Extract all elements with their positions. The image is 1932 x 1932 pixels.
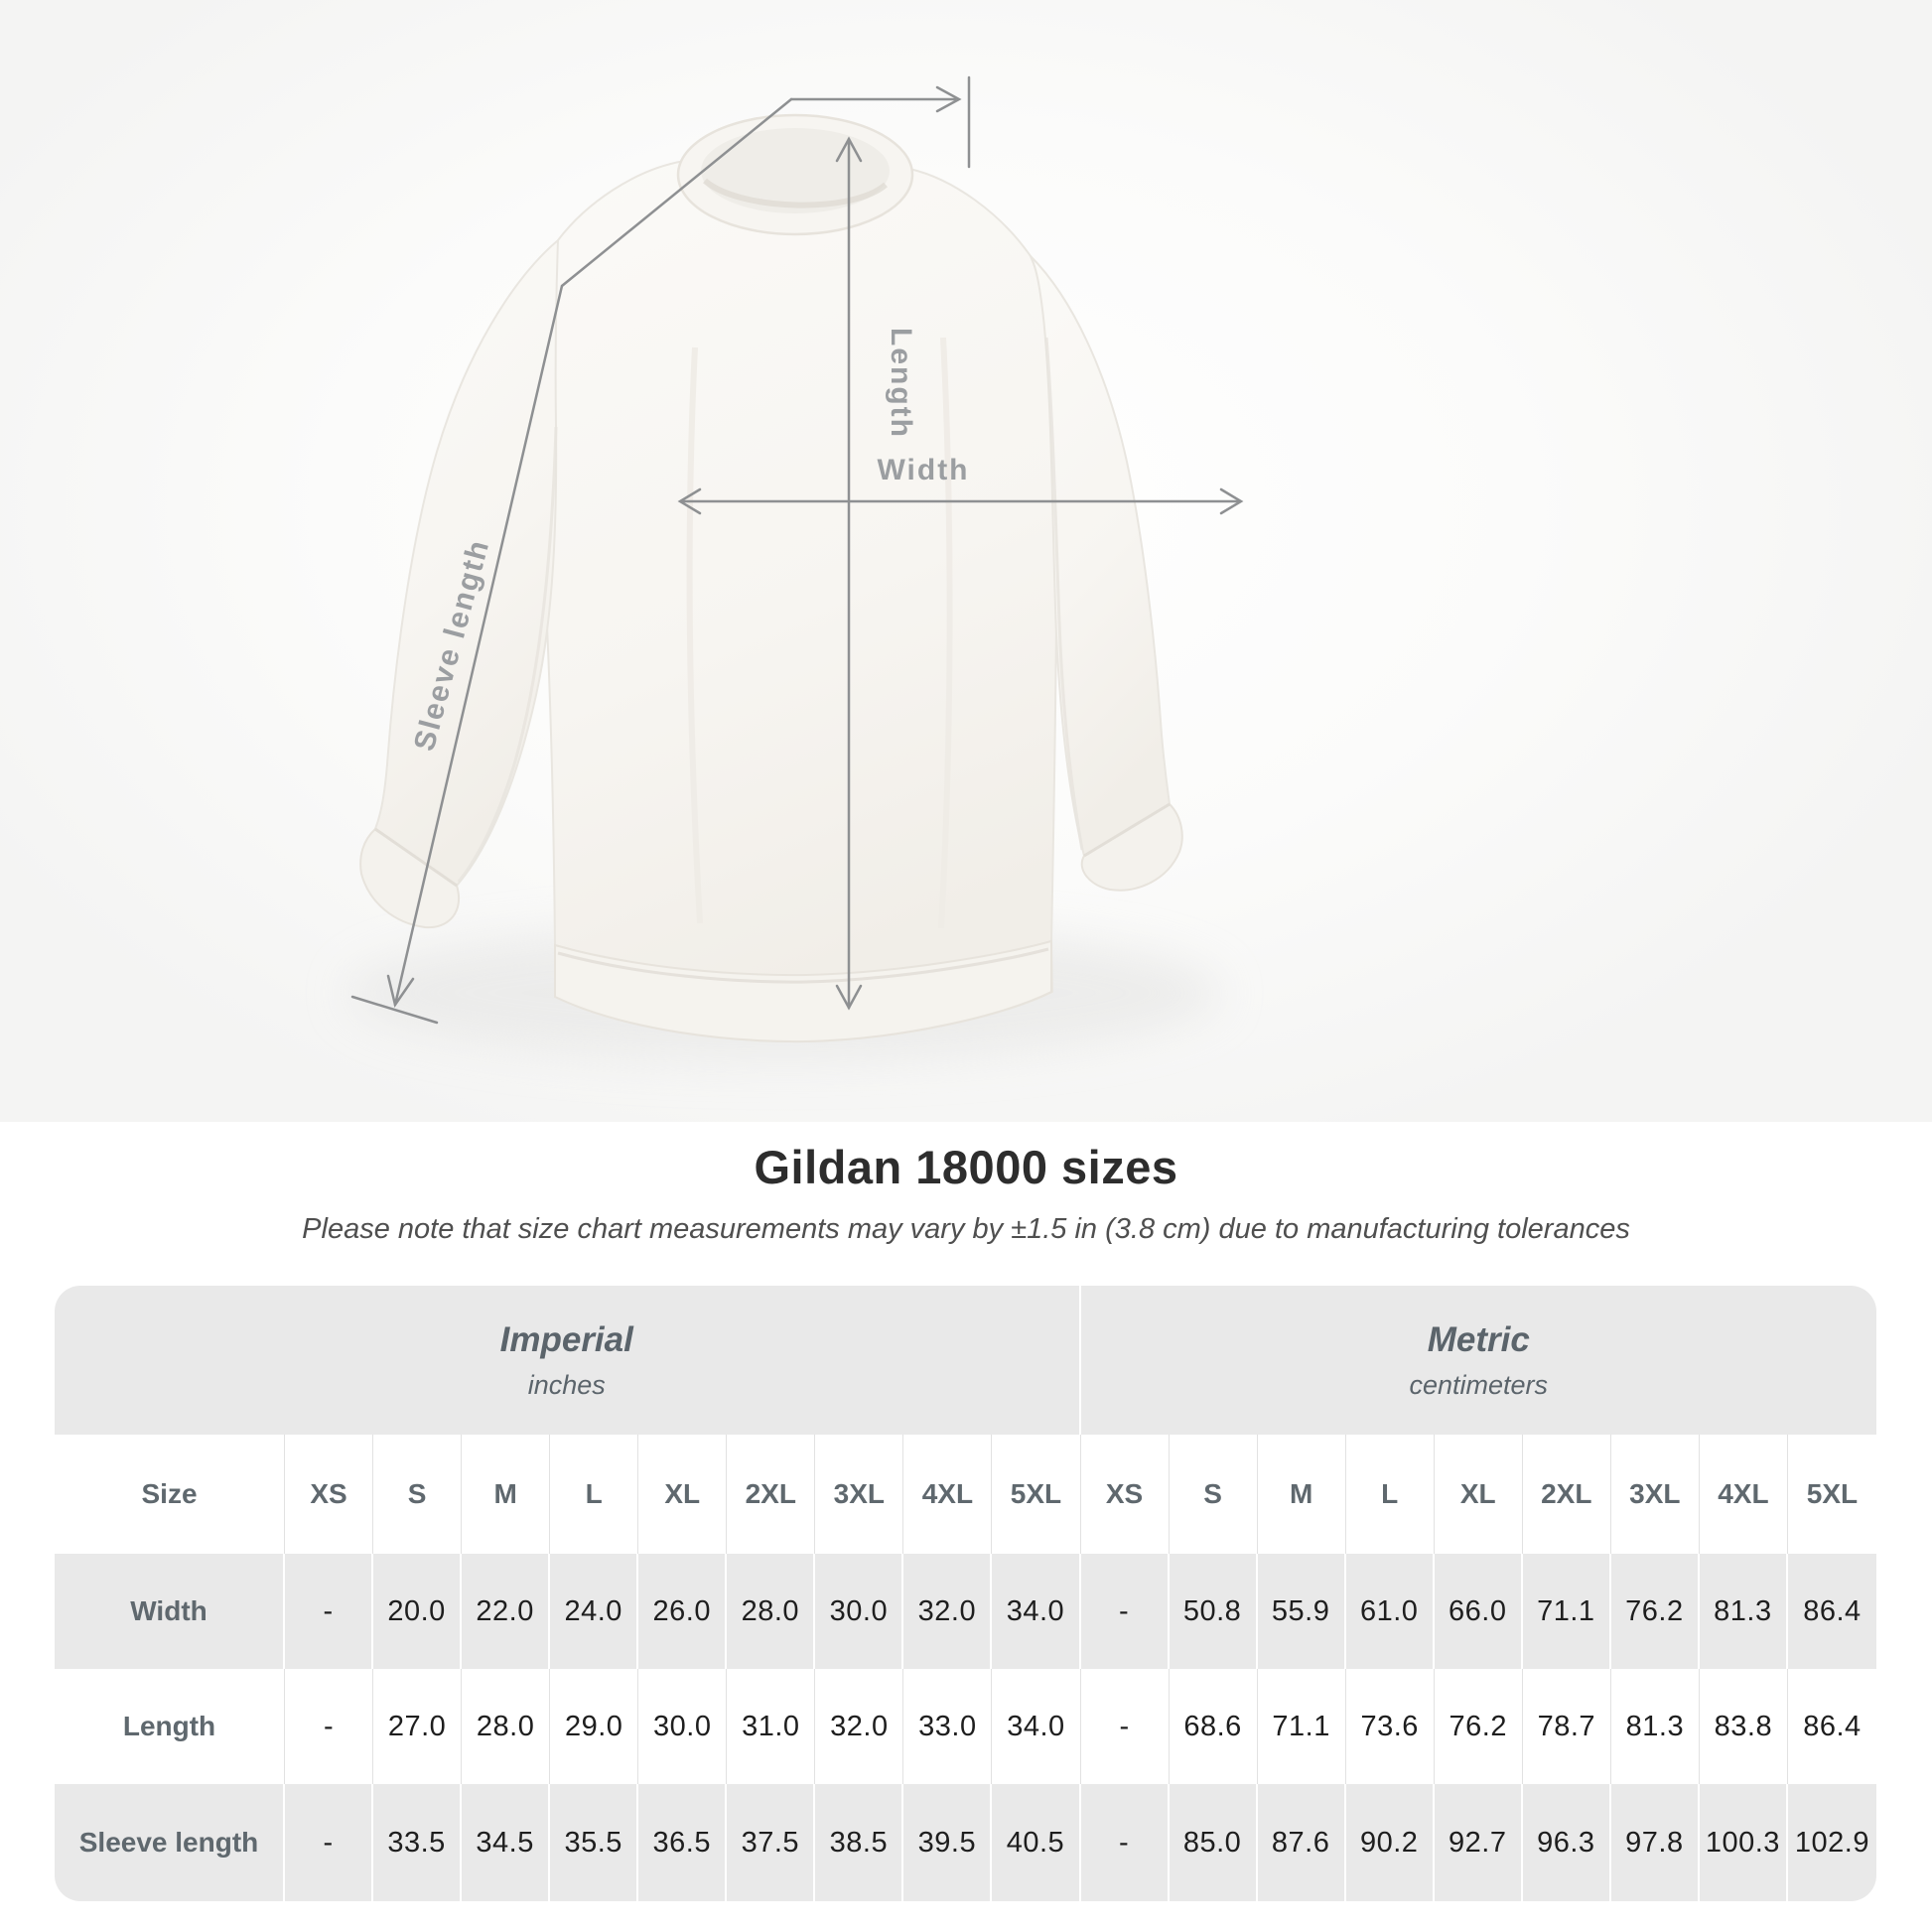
value-cell: [1170, 1784, 1258, 1901]
value-cell: [462, 1784, 550, 1901]
value-cell: [815, 1784, 903, 1901]
value-cell: [1788, 1784, 1876, 1901]
value-cell-text: 100.3: [1705, 1826, 1780, 1859]
size-header-metric-xs: [1081, 1435, 1170, 1554]
value-cell-text: 83.8: [1714, 1710, 1773, 1742]
value-cell-text: -: [1119, 1710, 1130, 1742]
value-cell-text: 33.5: [387, 1826, 446, 1859]
size-header-imperial-3xl: [815, 1435, 903, 1554]
value-cell-text: 92.7: [1449, 1826, 1507, 1859]
value-cell-text: 87.6: [1271, 1826, 1330, 1859]
value-cell-text: 76.2: [1625, 1594, 1684, 1627]
row-label-length: [55, 1669, 285, 1784]
size-header-metric-xl: [1435, 1435, 1523, 1554]
value-cell: [1346, 1669, 1435, 1784]
row-label-width: [55, 1554, 285, 1669]
value-cell: [550, 1669, 638, 1784]
size-header-metric-m-text: M: [1289, 1478, 1313, 1509]
value-cell-text: -: [323, 1710, 335, 1742]
size-header-metric-3xl-text: 3XL: [1629, 1478, 1681, 1509]
value-cell-text: 86.4: [1803, 1594, 1862, 1627]
value-cell-text: 31.0: [742, 1710, 800, 1742]
value-cell-text: 38.5: [829, 1826, 889, 1859]
value-cell: [992, 1669, 1080, 1784]
value-cell: [1435, 1669, 1523, 1784]
value-cell-text: 35.5: [564, 1826, 622, 1859]
group-header-metric: [1081, 1286, 1877, 1435]
value-cell: [992, 1784, 1080, 1901]
collar-opening: [701, 128, 890, 213]
size-header-metric-xl-text: XL: [1459, 1478, 1496, 1509]
size-header-imperial-2xl: [727, 1435, 815, 1554]
value-cell-text: -: [323, 1826, 334, 1859]
value-cell: [992, 1554, 1080, 1669]
value-cell-text: 28.0: [741, 1594, 800, 1627]
value-cell-text: 50.8: [1182, 1594, 1242, 1627]
size-header-metric-5xl: [1788, 1435, 1876, 1554]
value-cell: [373, 1669, 462, 1784]
value-cell: [727, 1554, 815, 1669]
value-cell-text: -: [323, 1594, 334, 1627]
value-cell-text: 36.5: [652, 1826, 711, 1859]
value-cell: [1611, 1784, 1700, 1901]
size-header-imperial-s-text: S: [407, 1478, 427, 1509]
value-cell: [1081, 1554, 1170, 1669]
value-cell-text: 96.3: [1537, 1826, 1595, 1859]
value-cell-text: 34.5: [476, 1826, 534, 1859]
value-cell-text: 34.0: [1006, 1594, 1065, 1627]
value-cell: [1523, 1784, 1611, 1901]
value-cell-text: 71.1: [1537, 1594, 1595, 1627]
size-header-imperial-xl-text: XL: [664, 1478, 701, 1509]
value-cell-text: 32.0: [830, 1710, 889, 1742]
value-cell-text: 39.5: [917, 1826, 977, 1859]
value-cell-text: 86.4: [1803, 1710, 1862, 1742]
value-cell: [1700, 1554, 1788, 1669]
size-column-header-text: Size: [141, 1478, 198, 1509]
value-cell-text: 34.0: [1007, 1710, 1065, 1742]
value-cell: [462, 1669, 550, 1784]
row-label-sleeve-length-text: Sleeve length: [78, 1827, 259, 1858]
value-cell: [1170, 1669, 1258, 1784]
value-cell-text: 32.0: [917, 1594, 977, 1627]
value-cell-text: 61.0: [1359, 1594, 1419, 1627]
value-cell: [727, 1669, 815, 1784]
size-table: [55, 1286, 1876, 1901]
size-header-imperial-4xl: [903, 1435, 992, 1554]
value-cell-text: 27.0: [387, 1710, 447, 1742]
size-header-imperial-2xl-text: 2XL: [745, 1478, 796, 1509]
value-cell: [1611, 1554, 1700, 1669]
value-cell: [903, 1784, 992, 1901]
size-header-imperial-xs-text: XS: [310, 1478, 347, 1509]
value-cell-text: 102.9: [1794, 1826, 1869, 1859]
group-unit: inches: [527, 1369, 606, 1400]
size-header-metric-5xl-text: 5XL: [1806, 1478, 1859, 1509]
size-header-imperial-5xl-text: 5XL: [1010, 1478, 1062, 1509]
group-header-imperial: [55, 1286, 1081, 1435]
value-cell-text: 81.3: [1625, 1710, 1685, 1742]
sweatshirt-body: [542, 154, 1057, 1041]
group-unit: centimeters: [1409, 1369, 1549, 1400]
value-cell: [1258, 1554, 1346, 1669]
size-header-metric-l-text: L: [1381, 1478, 1399, 1509]
sleeve-length-label: Sleeve length: [407, 535, 496, 755]
size-header-metric-l: [1346, 1435, 1435, 1554]
value-cell: [1258, 1784, 1346, 1901]
size-header-metric-4xl: [1700, 1435, 1788, 1554]
value-cell-text: 68.6: [1183, 1710, 1242, 1742]
value-cell-text: -: [1118, 1826, 1130, 1859]
value-cell: [638, 1669, 727, 1784]
value-cell-text: -: [1118, 1594, 1130, 1627]
value-cell-text: 55.9: [1271, 1594, 1330, 1627]
size-header-imperial-s: [373, 1435, 462, 1554]
value-cell: [285, 1669, 373, 1784]
tolerance-note: Please note that size chart measurements may vary by ±1.5 in (3.8 cm) due to manufacturing tolerances: [302, 1213, 1630, 1245]
value-cell: [1081, 1784, 1170, 1901]
value-cell: [638, 1784, 727, 1901]
value-cell: [285, 1784, 373, 1901]
value-cell-text: 30.0: [653, 1710, 712, 1742]
size-header-metric-xs-text: XS: [1105, 1478, 1144, 1509]
size-header-imperial-xl: [638, 1435, 727, 1554]
value-cell-text: 20.0: [387, 1594, 446, 1627]
size-table-wrapper: [55, 1286, 1876, 1901]
value-cell: [1081, 1669, 1170, 1784]
value-cell-text: 73.6: [1360, 1710, 1419, 1742]
size-header-metric-3xl: [1611, 1435, 1700, 1554]
size-header-imperial-5xl: [992, 1435, 1080, 1554]
value-cell-text: 37.5: [741, 1826, 800, 1859]
size-header-metric-4xl-text: 4XL: [1718, 1478, 1769, 1509]
value-cell: [1523, 1669, 1611, 1784]
value-cell: [462, 1554, 550, 1669]
size-header-imperial-4xl-text: 4XL: [921, 1478, 974, 1509]
size-header-metric-s-text: S: [1203, 1478, 1222, 1509]
size-header-metric-2xl-text: 2XL: [1541, 1478, 1592, 1509]
value-cell-text: 78.7: [1537, 1710, 1596, 1742]
size-header-imperial-m-text: M: [493, 1478, 517, 1509]
group-name: Metric: [1427, 1319, 1530, 1359]
value-cell: [638, 1554, 727, 1669]
value-cell-text: 85.0: [1182, 1826, 1242, 1859]
value-cell-text: 71.1: [1272, 1710, 1330, 1742]
size-header-imperial-l-text: L: [585, 1478, 603, 1509]
value-cell: [1788, 1669, 1876, 1784]
row-label-width-text: Width: [130, 1595, 207, 1626]
size-header-metric-m: [1258, 1435, 1346, 1554]
value-cell: [1700, 1784, 1788, 1901]
row-label-length-text: Length: [122, 1711, 216, 1741]
group-name: Imperial: [499, 1319, 633, 1359]
value-cell: [373, 1554, 462, 1669]
value-cell: [1611, 1669, 1700, 1784]
value-cell-text: 66.0: [1449, 1594, 1507, 1627]
value-cell: [815, 1554, 903, 1669]
value-cell: [1258, 1669, 1346, 1784]
size-header-imperial-3xl-text: 3XL: [833, 1478, 886, 1509]
value-cell: [1700, 1669, 1788, 1784]
value-cell-text: 40.5: [1006, 1826, 1065, 1859]
value-cell: [903, 1669, 992, 1784]
length-label: Length: [885, 328, 917, 439]
size-column-header: [55, 1435, 285, 1554]
value-cell: [815, 1669, 903, 1784]
value-cell-text: 97.8: [1625, 1826, 1684, 1859]
value-cell: [903, 1554, 992, 1669]
value-cell-text: 76.2: [1449, 1710, 1507, 1742]
value-cell: [550, 1554, 638, 1669]
value-cell-text: 29.0: [564, 1710, 623, 1742]
size-header-imperial-l: [550, 1435, 638, 1554]
value-cell-text: 26.0: [652, 1594, 711, 1627]
row-label-sleeve-length: [55, 1784, 285, 1901]
value-cell: [1170, 1554, 1258, 1669]
value-cell-text: 22.0: [476, 1594, 534, 1627]
value-cell: [1788, 1554, 1876, 1669]
value-cell-text: 28.0: [476, 1710, 535, 1742]
value-cell: [1346, 1784, 1435, 1901]
value-cell-text: 81.3: [1714, 1594, 1772, 1627]
page-title: Gildan 18000 sizes: [754, 1141, 1178, 1193]
size-header-imperial-m: [462, 1435, 550, 1554]
value-cell: [550, 1784, 638, 1901]
value-cell: [1523, 1554, 1611, 1669]
size-header-imperial-xs: [285, 1435, 373, 1554]
value-cell: [1346, 1554, 1435, 1669]
value-cell-text: 30.0: [829, 1594, 889, 1627]
value-cell: [1435, 1784, 1523, 1901]
size-header-metric-2xl: [1523, 1435, 1611, 1554]
value-cell: [373, 1784, 462, 1901]
value-cell: [727, 1784, 815, 1901]
value-cell-text: 33.0: [918, 1710, 977, 1742]
width-label: Width: [877, 454, 970, 486]
value-cell: [1435, 1554, 1523, 1669]
value-cell-text: 24.0: [564, 1594, 622, 1627]
value-cell: [285, 1554, 373, 1669]
value-cell-text: 90.2: [1359, 1826, 1419, 1859]
size-header-metric-s: [1170, 1435, 1258, 1554]
